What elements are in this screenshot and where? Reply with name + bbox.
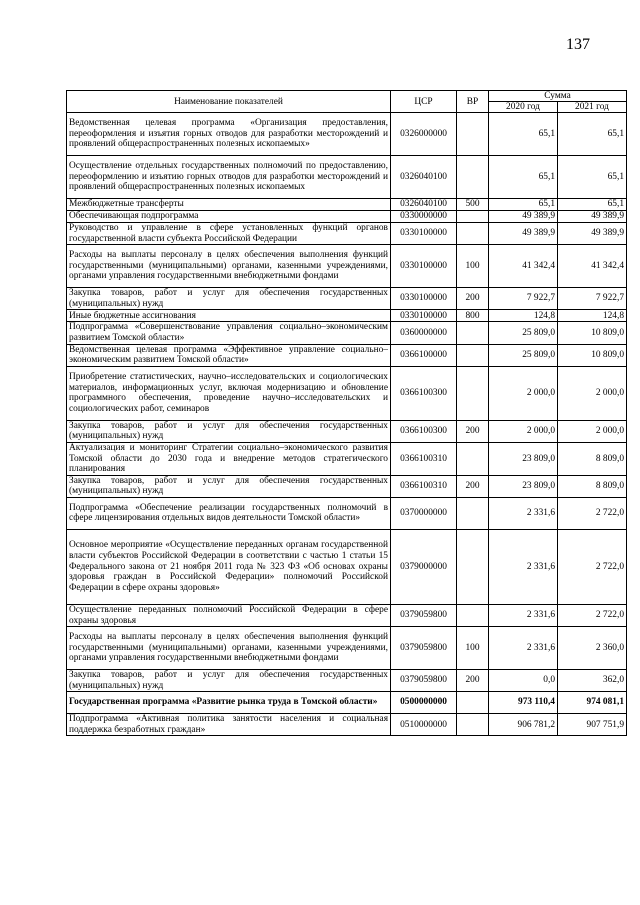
row-name: Руководство и управление в сфере установленных функций органов государственной власти субъекта Российской Федерации bbox=[67, 223, 391, 245]
row-name: Иные бюджетные ассигнования bbox=[67, 310, 391, 322]
row-vr bbox=[457, 156, 489, 199]
row-sum-2020: 23 809,0 bbox=[489, 475, 558, 497]
row-sum-2020: 41 342,4 bbox=[489, 245, 558, 288]
row-csr: 0500000000 bbox=[391, 692, 457, 714]
row-csr: 0330100000 bbox=[391, 310, 457, 322]
row-csr: 0370000000 bbox=[391, 497, 457, 529]
row-sum-2020: 124,8 bbox=[489, 310, 558, 322]
row-sum-2020: 2 331,6 bbox=[489, 497, 558, 529]
row-vr: 200 bbox=[457, 475, 489, 497]
row-sum-2021: 65,1 bbox=[558, 156, 627, 199]
row-vr bbox=[457, 344, 489, 366]
row-vr: 100 bbox=[457, 245, 489, 288]
row-sum-2021: 974 081,1 bbox=[558, 692, 627, 714]
row-sum-2020: 25 809,0 bbox=[489, 322, 558, 344]
row-csr: 0330100000 bbox=[391, 288, 457, 310]
row-sum-2020: 65,1 bbox=[489, 199, 558, 211]
row-vr: 200 bbox=[457, 420, 489, 442]
row-vr: 800 bbox=[457, 310, 489, 322]
row-csr: 0379000000 bbox=[391, 529, 457, 604]
table-row bbox=[67, 670, 627, 692]
row-name: Основное мероприятие «Осуществление переданных органам государственной власти субъектов Российской Федерации в соответствии с частью 1 статьи 15 Федерального закона от 21 ноября 2011 года № 323 ФЗ «Об основах охраны здоровья граждан в Российской Федерации» полномочий Российской Федерации в сфере охраны здоровья» bbox=[67, 529, 391, 604]
page-number: 137 bbox=[566, 36, 590, 53]
row-name: Закупка товаров, работ и услуг для обеспечения государственных (муниципальных) нужд bbox=[67, 288, 391, 310]
header-year-2020: 2020 год bbox=[489, 102, 558, 113]
row-csr: 0366100300 bbox=[391, 420, 457, 442]
table-row bbox=[67, 627, 627, 670]
row-sum-2021: 65,1 bbox=[558, 199, 627, 211]
row-csr: 0366100300 bbox=[391, 366, 457, 420]
header-sum: Сумма bbox=[489, 91, 627, 102]
table-row bbox=[67, 245, 627, 288]
row-vr bbox=[457, 113, 489, 156]
row-sum-2021: 2 722,0 bbox=[558, 604, 627, 626]
row-sum-2020: 2 331,6 bbox=[489, 529, 558, 604]
row-sum-2021: 2 000,0 bbox=[558, 420, 627, 442]
header-name: Наименование показателей bbox=[67, 91, 391, 113]
header-vr: ВР bbox=[457, 91, 489, 113]
row-sum-2021: 2 000,0 bbox=[558, 366, 627, 420]
row-sum-2020: 973 110,4 bbox=[489, 692, 558, 714]
table-row bbox=[67, 156, 627, 199]
row-sum-2020: 2 331,6 bbox=[489, 627, 558, 670]
row-name: Подпрограмма «Совершенствование управления социально–экономическим развитием Томской области» bbox=[67, 322, 391, 344]
row-sum-2020: 2 331,6 bbox=[489, 604, 558, 626]
table-row bbox=[67, 322, 627, 344]
row-sum-2020: 2 000,0 bbox=[489, 366, 558, 420]
row-csr: 0366100000 bbox=[391, 344, 457, 366]
row-sum-2021: 8 809,0 bbox=[558, 442, 627, 475]
row-sum-2021: 7 922,7 bbox=[558, 288, 627, 310]
row-sum-2020: 65,1 bbox=[489, 113, 558, 156]
table-row bbox=[67, 529, 627, 604]
row-sum-2021: 2 360,0 bbox=[558, 627, 627, 670]
row-name: Приобретение статистических, научно–исследовательских и социологических материалов, информационных услуг, включая модернизацию и обновление программного обеспечения, проведение научно–исследовательских и социологических работ, семинаров bbox=[67, 366, 391, 420]
row-vr bbox=[457, 529, 489, 604]
row-sum-2020: 2 000,0 bbox=[489, 420, 558, 442]
row-name: Подпрограмма «Активная политика занятости населения и социальная поддержка безработных граждан» bbox=[67, 714, 391, 736]
table-row bbox=[67, 442, 627, 475]
row-csr: 0366100310 bbox=[391, 475, 457, 497]
row-name: Актуализация и мониторинг Стратегии социально–экономического развития Томской области до 2030 года и внедрение методов стратегического планирования bbox=[67, 442, 391, 475]
row-vr bbox=[457, 223, 489, 245]
table-row bbox=[67, 344, 627, 366]
row-name: Подпрограмма «Обеспечение реализации государственных полномочий в сфере лицензирования отдельных видов деятельности Томской области» bbox=[67, 497, 391, 529]
row-csr: 0360000000 bbox=[391, 322, 457, 344]
row-sum-2021: 49 389,9 bbox=[558, 211, 627, 223]
row-name: Ведомственная целевая программа «Эффективное управление социально–экономическим развитием Томской области» bbox=[67, 344, 391, 366]
row-csr: 0366100310 bbox=[391, 442, 457, 475]
row-name: Ведомственная целевая программа «Организация предоставления, переоформления и изъятия горных отводов для разработки месторождений и проявлений общераспространенных полезных ископаемых» bbox=[67, 113, 391, 156]
row-csr: 0379059800 bbox=[391, 604, 457, 626]
row-csr: 0379059800 bbox=[391, 627, 457, 670]
row-vr: 200 bbox=[457, 288, 489, 310]
row-name: Закупка товаров, работ и услуг для обеспечения государственных (муниципальных) нужд bbox=[67, 475, 391, 497]
row-sum-2020: 49 389,9 bbox=[489, 223, 558, 245]
table-row bbox=[67, 714, 627, 736]
table-row bbox=[67, 475, 627, 497]
row-sum-2021: 10 809,0 bbox=[558, 322, 627, 344]
row-sum-2021: 8 809,0 bbox=[558, 475, 627, 497]
row-csr: 0330100000 bbox=[391, 223, 457, 245]
row-sum-2020: 906 781,2 bbox=[489, 714, 558, 736]
table-body bbox=[67, 113, 627, 736]
table-row bbox=[67, 310, 627, 322]
row-sum-2021: 2 722,0 bbox=[558, 497, 627, 529]
row-sum-2021: 907 751,9 bbox=[558, 714, 627, 736]
row-vr bbox=[457, 366, 489, 420]
row-sum-2021: 124,8 bbox=[558, 310, 627, 322]
table-row bbox=[67, 211, 627, 223]
row-vr bbox=[457, 604, 489, 626]
row-vr: 100 bbox=[457, 627, 489, 670]
row-name: Закупка товаров, работ и услуг для обеспечения государственных (муниципальных) нужд bbox=[67, 420, 391, 442]
table-row bbox=[67, 366, 627, 420]
row-sum-2021: 362,0 bbox=[558, 670, 627, 692]
row-vr bbox=[457, 211, 489, 223]
row-csr: 0326040100 bbox=[391, 156, 457, 199]
row-vr bbox=[457, 692, 489, 714]
header-year-2021: 2021 год bbox=[558, 102, 627, 113]
row-csr: 0330100000 bbox=[391, 245, 457, 288]
table-header-row bbox=[67, 91, 627, 102]
row-csr: 0330000000 bbox=[391, 211, 457, 223]
header-csr: ЦСР bbox=[391, 91, 457, 113]
row-vr bbox=[457, 442, 489, 475]
row-name: Государственная программа «Развитие рынка труда в Томской области» bbox=[67, 692, 391, 714]
row-sum-2021: 10 809,0 bbox=[558, 344, 627, 366]
row-csr: 0510000000 bbox=[391, 714, 457, 736]
table-row bbox=[67, 692, 627, 714]
row-vr: 200 bbox=[457, 670, 489, 692]
budget-table bbox=[66, 90, 627, 736]
row-sum-2020: 65,1 bbox=[489, 156, 558, 199]
row-name: Расходы на выплаты персоналу в целях обеспечения выполнения функций государственными (муниципальными) органами, казенными учреждениями, органами управления государственными внебюджетными фондами bbox=[67, 627, 391, 670]
row-name: Расходы на выплаты персоналу в целях обеспечения выполнения функций государственными (муниципальными) органами, казенными учреждениями, органами управления государственными внебюджетными фондами bbox=[67, 245, 391, 288]
row-sum-2021: 2 722,0 bbox=[558, 529, 627, 604]
row-name: Осуществление отдельных государственных полномочий по предоставлению, переоформлению и изъятию горных отводов для разработки месторождений и проявлений общераспространенных полезных ископаемых bbox=[67, 156, 391, 199]
row-vr bbox=[457, 497, 489, 529]
row-sum-2021: 49 389,9 bbox=[558, 223, 627, 245]
row-name: Межбюджетные трансферты bbox=[67, 199, 391, 211]
row-vr: 500 bbox=[457, 199, 489, 211]
table-row bbox=[67, 604, 627, 626]
table-row bbox=[67, 420, 627, 442]
row-sum-2020: 49 389,9 bbox=[489, 211, 558, 223]
row-sum-2020: 25 809,0 bbox=[489, 344, 558, 366]
row-sum-2021: 41 342,4 bbox=[558, 245, 627, 288]
row-name: Осуществление переданных полномочий Российской Федерации в сфере охраны здоровья bbox=[67, 604, 391, 626]
row-sum-2020: 23 809,0 bbox=[489, 442, 558, 475]
row-vr bbox=[457, 714, 489, 736]
row-vr bbox=[457, 322, 489, 344]
row-sum-2020: 0,0 bbox=[489, 670, 558, 692]
row-csr: 0326040100 bbox=[391, 199, 457, 211]
table-row bbox=[67, 113, 627, 156]
table-row bbox=[67, 497, 627, 529]
table-row bbox=[67, 223, 627, 245]
row-name: Закупка товаров, работ и услуг для обеспечения государственных (муниципальных) нужд bbox=[67, 670, 391, 692]
row-csr: 0379059800 bbox=[391, 670, 457, 692]
table-row bbox=[67, 199, 627, 211]
row-sum-2020: 7 922,7 bbox=[489, 288, 558, 310]
row-csr: 0326000000 bbox=[391, 113, 457, 156]
table-row bbox=[67, 288, 627, 310]
row-sum-2021: 65,1 bbox=[558, 113, 627, 156]
row-name: Обеспечивающая подпрограмма bbox=[67, 211, 391, 223]
